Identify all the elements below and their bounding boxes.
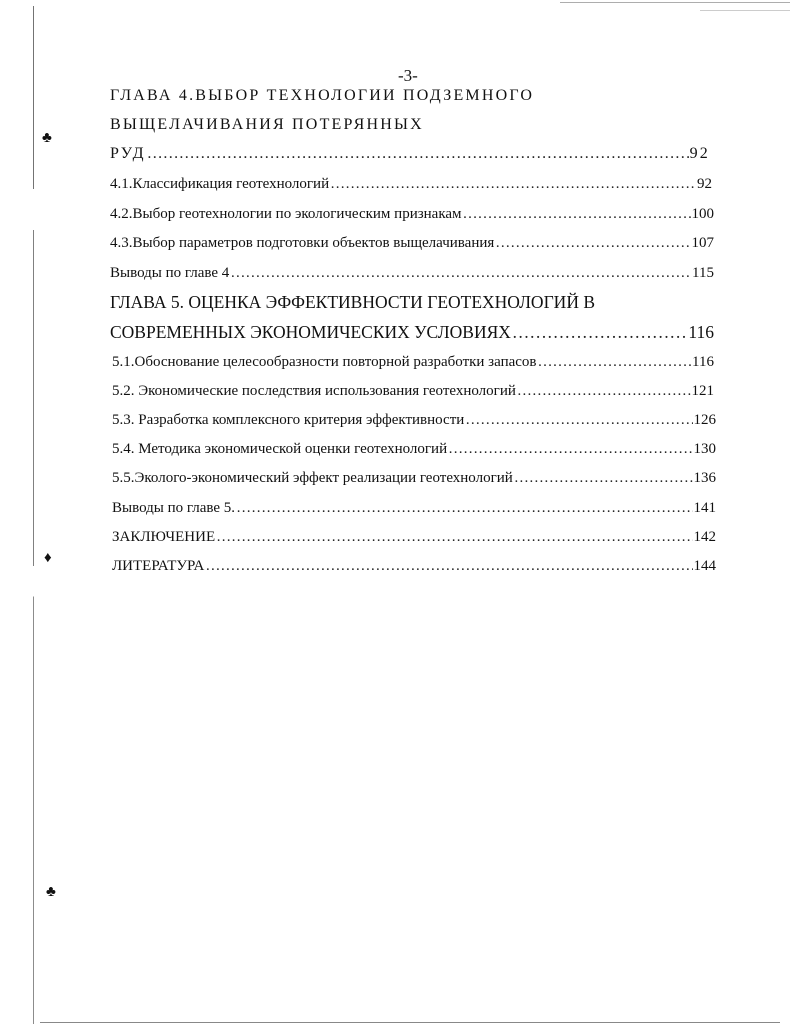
toc-entry-label: Выводы по главе 4 [110, 265, 230, 281]
dot-leader [517, 383, 691, 400]
toc-entry-page: 107 [691, 235, 714, 251]
dot-leader [465, 412, 692, 429]
toc-entry-page: 130 [693, 441, 716, 457]
dot-leader [512, 322, 687, 343]
scan-edge-bottom [40, 1022, 780, 1023]
scan-edge-top-short [700, 10, 790, 11]
toc-entry-label: 5.2. Экономические последствия использования геотехнологий [112, 383, 516, 399]
toc-entry-page: 126 [693, 412, 716, 428]
dot-leader [147, 145, 689, 163]
toc-entry-page: 100 [691, 206, 714, 222]
toc-entry-label: 5.4. Методика экономической оценки геотехнологий [112, 441, 448, 457]
toc-entry[interactable] [110, 176, 712, 193]
toc-entry[interactable] [112, 558, 716, 575]
toc-entry-label: Выводы по главе 5. [112, 500, 236, 516]
dot-leader [230, 265, 691, 282]
toc-entry-page: 142 [693, 529, 716, 545]
chapter-4-title-line1: ГЛАВА 4.ВЫБОР ТЕХНОЛОГИИ ПОДЗЕМНОГО [110, 87, 535, 104]
toc-entry[interactable] [110, 265, 714, 282]
dot-leader [205, 558, 692, 575]
chapter-5-title-line1: ГЛАВА 5. ОЦЕНКА ЭФФЕКТИВНОСТИ ГЕОТЕХНОЛОГИЙ В [110, 292, 596, 312]
toc-entry-page: 116 [688, 322, 714, 342]
dot-leader [236, 500, 692, 517]
scan-edge-top [560, 2, 790, 3]
toc-entry-page: 136 [693, 470, 716, 486]
toc-entry-chapter-4[interactable] [110, 145, 710, 163]
toc-entry[interactable] [112, 354, 714, 371]
toc-entry-page: 92 [697, 176, 712, 192]
toc-entry[interactable] [110, 206, 714, 223]
toc-entry-label: 4.2.Выбор геотехнологии по экологическим признакам [110, 206, 462, 222]
toc-entry-label: РУД [110, 145, 146, 162]
scan-speck-icon: ♦ [44, 550, 52, 566]
dot-leader [495, 235, 690, 252]
chapter-4-title-line2: ВЫЩЕЛАЧИВАНИЯ ПОТЕРЯННЫХ [110, 116, 424, 133]
toc-entry[interactable] [112, 529, 716, 546]
toc-entry-label: 5.1.Обоснование целесообразности повторной разработки запасов [112, 354, 537, 370]
page-number: -3- [398, 66, 418, 85]
toc-entry[interactable] [112, 500, 716, 517]
toc-entry[interactable] [112, 412, 716, 429]
scan-speck-icon: ♣ [42, 130, 52, 146]
toc-entry-page: 121 [691, 383, 714, 399]
toc-entry[interactable] [110, 235, 714, 252]
toc-entry-page: 141 [693, 500, 716, 516]
toc-entry-page: 116 [692, 354, 714, 370]
dot-leader [538, 354, 692, 371]
dot-leader [330, 176, 696, 193]
dot-leader [448, 441, 692, 458]
toc-entry-chapter-5[interactable] [110, 322, 714, 343]
toc-entry-label: СОВРЕМЕННЫХ ЭКОНОМИЧЕСКИХ УСЛОВИЯХ [110, 322, 511, 342]
toc-entry[interactable] [112, 470, 716, 487]
toc-entry-label: ЛИТЕРАТУРА [112, 558, 205, 574]
toc-entry-label: 5.3. Разработка комплексного критерия эффективности [112, 412, 465, 428]
dot-leader [463, 206, 691, 223]
toc-entry[interactable] [112, 383, 714, 400]
toc-entry-label: 4.3.Выбор параметров подготовки объектов выщелачивания [110, 235, 495, 251]
scan-speck-icon: ♣ [46, 884, 56, 900]
dot-leader [216, 529, 692, 546]
toc-entry[interactable] [112, 441, 716, 458]
toc-entry-label: ЗАКЛЮЧЕНИЕ [112, 529, 216, 545]
toc-entry-page: 115 [692, 265, 714, 281]
dot-leader [514, 470, 693, 487]
toc-entry-page: 92 [689, 145, 710, 162]
toc-entry-label: 4.1.Классификация геотехнологий [110, 176, 330, 192]
toc-entry-label: 5.5.Эколого-экономический эффект реализации геотехнологий [112, 470, 513, 486]
scan-edge-left [33, 6, 34, 1024]
toc-entry-page: 144 [693, 558, 716, 574]
